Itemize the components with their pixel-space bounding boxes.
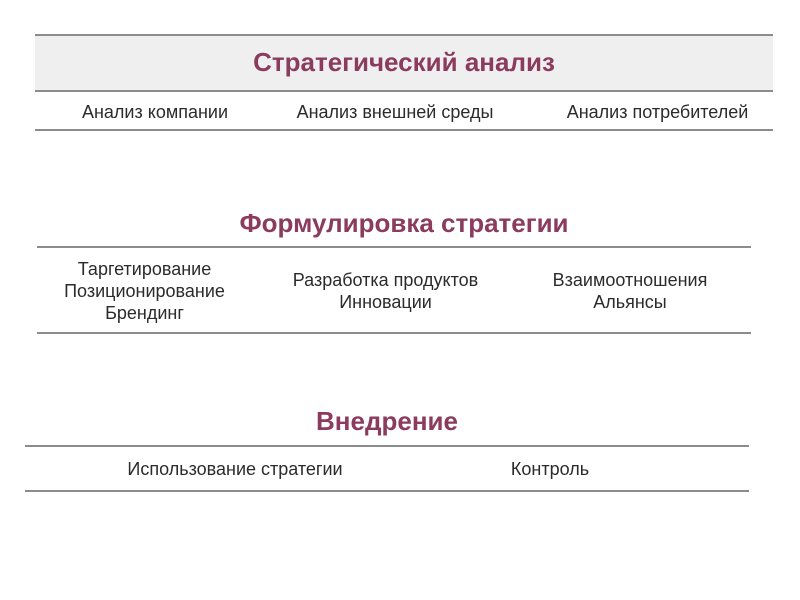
formulation-product-development: Разработка продуктов <box>292 270 479 290</box>
analysis-bottom-rule <box>35 129 773 131</box>
implementation-item-usage: Использование стратегии <box>127 459 343 479</box>
formulation-group-targeting <box>37 258 252 324</box>
formulation-group-relations <box>525 269 735 313</box>
formulation-branding: Брендинг <box>105 303 184 323</box>
formulation-targeting: Таргетирование <box>77 259 212 279</box>
analysis-item-company: Анализ компании <box>81 102 229 122</box>
implementation-item-control: Контроль <box>510 459 590 479</box>
formulation-bottom-rule <box>37 332 751 334</box>
formulation-top-rule <box>37 246 751 248</box>
analysis-item-consumers: Анализ потребителей <box>566 102 749 122</box>
formulation-positioning: Позиционирование <box>64 281 225 301</box>
analysis-item-environment: Анализ внешней среды <box>296 102 494 122</box>
formulation-title: Формулировка стратегии <box>239 208 569 238</box>
formulation-alliances: Альянсы <box>593 292 667 312</box>
formulation-relationships: Взаимоотношения <box>552 270 708 290</box>
analysis-title: Стратегический анализ <box>253 47 555 77</box>
formulation-group-products <box>268 269 503 313</box>
implementation-title: Внедрение <box>316 406 458 436</box>
implementation-bottom-rule <box>25 490 749 492</box>
implementation-top-rule <box>25 445 749 447</box>
formulation-innovations: Инновации <box>339 292 432 312</box>
